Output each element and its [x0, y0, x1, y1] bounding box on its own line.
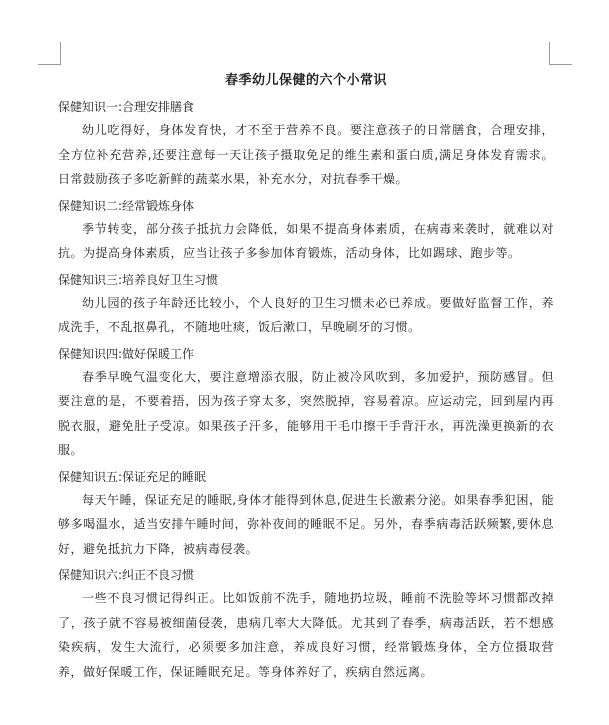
- section-3: [58, 269, 554, 340]
- section-heading: 保健知识五:保证充足的睡眠: [58, 469, 207, 484]
- section-heading: 保健知识四:做好保暖工作: [58, 346, 195, 361]
- document-title: 春季幼儿保健的六个小常识: [224, 73, 387, 88]
- crop-mark-top-right: [549, 42, 572, 65]
- section-heading: 保健知识六:纠正不良习惯: [58, 568, 195, 582]
- section-paragraph: 幼儿吃得好，身体发育快，才不至于营养不良。要注意孩子的日常膳食，合理安排，全方位补充营养,还要注意每一天让孩子摄取免足的维生素和蛋白质,满足身体发育需求。日常鼓励孩子多吃新鲜的蔬菜水果，补充水分，对抗春季干燥。: [58, 123, 554, 186]
- document-page: [58, 70, 554, 687]
- section-paragraph: 每天午睡，保证充足的睡眠,身体才能得到休息,促进生长激素分泌。如果春季犯困，能够多喝温水，适当安排午睡时间，弥补夜间的睡眠不足。另外，春季病毒活跃频繁,要休息好，避免抵抗力下降，被病毒侵袭。: [58, 492, 554, 556]
- section-5: [58, 466, 554, 562]
- crop-mark-top-left: [38, 42, 61, 65]
- section-paragraph: 一些不良习惯记得纠正。比如饭前不洗手，随地扔垃圾，睡前不洗脸等坏习惯都改掉了，孩子就不容易被细菌侵袭，患病几率大大降低。尤其到了春季，病毒活跃，若不想感染疾病，发生大流行，必须要多加注意，养成良好习惯，经常锻炼身体，全方位摄取营养，做好保暖工作，保证睡眠充足。等身体养好了，疾病自然远离。: [58, 591, 554, 679]
- section-6: [58, 564, 554, 684]
- section-paragraph: 季节转变，部分孩子抵抗力会降低，如果不提高身体素质，在病毒来袭时，就难以对抗。为提高身体素质，应当让孩子多参加体育锻炼，活动身体，比如踢球、跑步等。: [58, 221, 554, 260]
- section-heading: 保健知识二:经常锻炼身体: [58, 198, 195, 213]
- section-1: [58, 96, 554, 192]
- section-2: [58, 195, 554, 266]
- section-heading: 保健知识一:合理安排膳食: [58, 100, 195, 114]
- section-paragraph: 春季早晚气温变化大，要注意增添衣服，防止被冷风吹到，多加爱护，预防感冒。但要注意的是，不要着捂，因为孩子穿太多，突然脱掉，容易着凉。应运动完，回到屋内再脱衣服，避免肚子受凉。如果孩子汗多，能够用干毛巾擦干手背汗水，再洗澡更换新的衣服。: [58, 369, 554, 457]
- section-paragraph: 幼儿园的孩子年龄还比较小，个人良好的卫生习惯未必已养成。要做好监督工作，养成洗手，不乱抠鼻孔，不随地吐痰，饭后漱口，早晚刷牙的习惯。: [58, 295, 554, 334]
- section-heading: 保健知识三:培养良好卫生习惯: [58, 272, 219, 287]
- section-4: [58, 343, 554, 463]
